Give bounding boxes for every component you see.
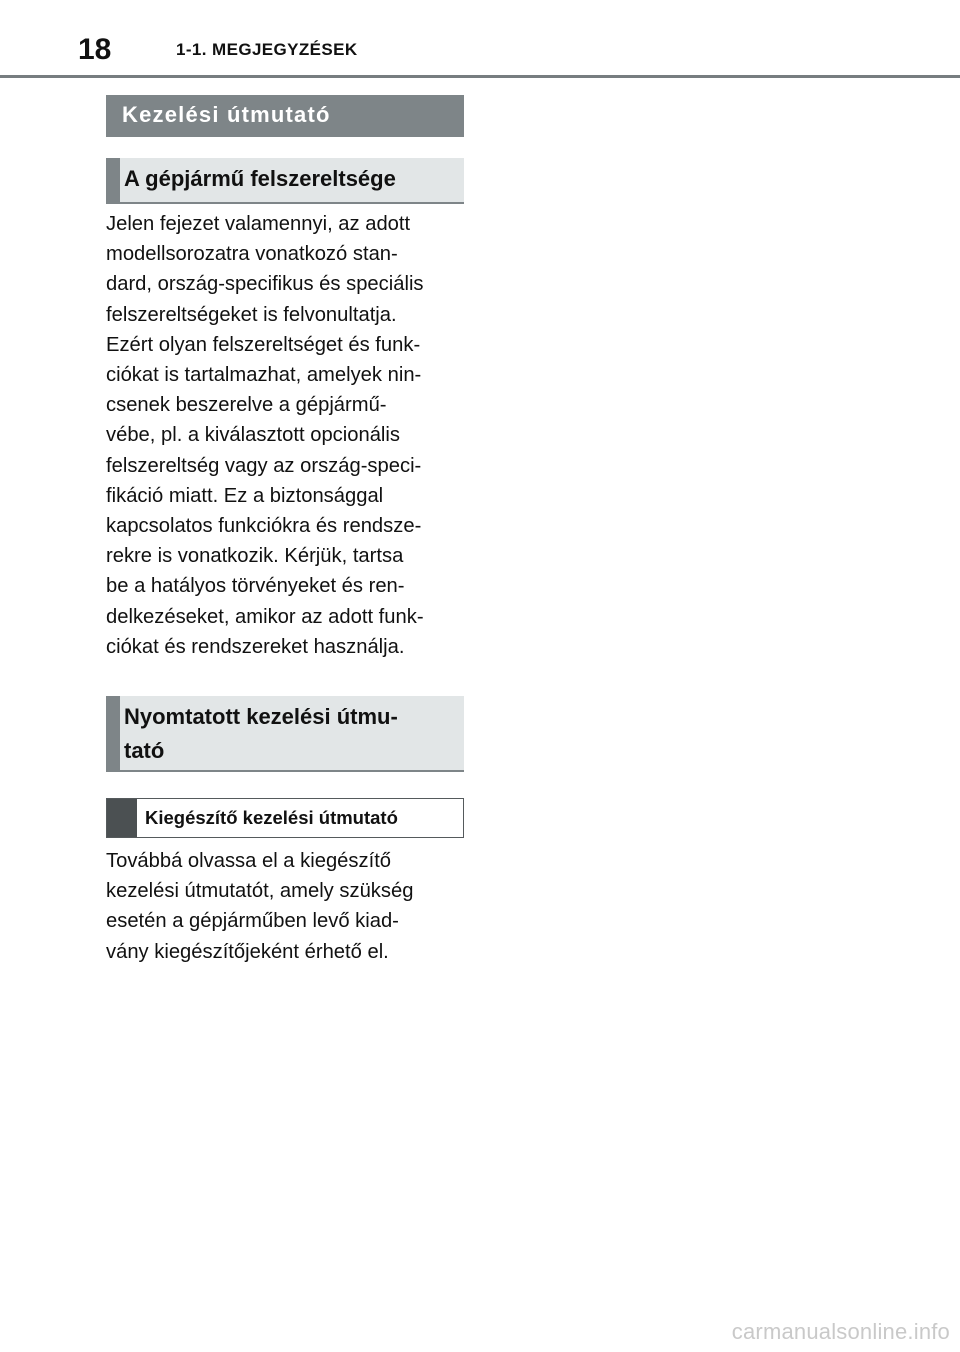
text-line: felszereltség vagy az ország-speci- <box>106 454 422 477</box>
text-line: Jelen fejezet valamennyi, az adott <box>106 213 411 235</box>
text-line: rekre is vonatkozik. Kérjük, tartsa <box>106 545 404 568</box>
text-line: vány kiegészítőjeként érhető el. <box>106 940 389 963</box>
subsection-heading-equipment: A gépjármű felszereltsége <box>106 158 464 204</box>
text-line: felszereltségeket is felvonultatja. <box>106 303 397 326</box>
text-line: kapcsolatos funkciókra és rendsze- <box>106 515 422 538</box>
text-line: ciókat is tartalmazhat, amelyek nin- <box>106 364 422 387</box>
text-line: fikáció miatt. Ez a biztonsággal <box>106 484 384 507</box>
text-line: dard, ország-specifikus és speciális <box>106 273 424 296</box>
heading-line: tató <box>124 738 165 763</box>
heading-line: Nyomtatott kezelési útmu- <box>124 704 398 729</box>
text-line: Ezért olyan felszereltséget és funk- <box>106 333 421 356</box>
watermark: carmanualsonline.info <box>731 1319 950 1344</box>
header-divider <box>0 75 960 78</box>
text-line: delkezéseket, amikor az adott funk- <box>106 605 424 628</box>
section-heading: Kezelési útmutató <box>106 95 464 137</box>
page-header <box>0 0 960 78</box>
supplementary-heading-box <box>106 798 464 838</box>
text-line: esetén a gépjárműben levő kiad- <box>106 910 399 933</box>
heading-marker <box>107 799 137 837</box>
page-number: 18 <box>78 33 112 66</box>
text-line: kezelési útmutatót, amely szükség <box>106 880 414 903</box>
supplementary-paragraph <box>106 846 464 967</box>
text-line: Továbbá olvassa el a kiegészítő <box>106 850 392 872</box>
supplementary-heading: Kiegészítő kezelési útmutató <box>145 807 398 828</box>
equipment-paragraph <box>106 209 464 662</box>
text-line: be a hatályos törvényeket és ren- <box>106 575 405 598</box>
text-line: csenek beszerelve a gépjármű- <box>106 394 387 417</box>
chapter-title: 1-1. MEGJEGYZÉSEK <box>176 40 358 59</box>
text-line: ciókat és rendszereket használja. <box>106 635 405 658</box>
subsection-heading-printed-manual <box>106 696 464 772</box>
text-line: vébe, pl. a kiválasztott opcionális <box>106 424 401 447</box>
text-line: modellsorozatra vonatkozó stan- <box>106 243 398 266</box>
